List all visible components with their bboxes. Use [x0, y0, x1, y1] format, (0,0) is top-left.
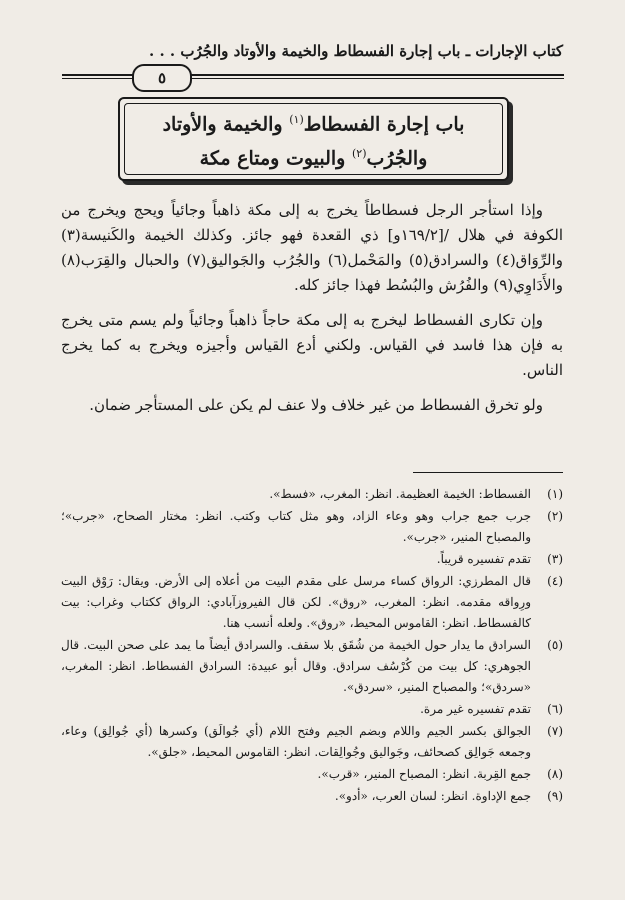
footnote-number: (٣)	[547, 552, 563, 566]
footnote	[61, 699, 563, 720]
footnote-number: (٨)	[547, 767, 563, 781]
footnote-ref: (٢)	[351, 147, 367, 160]
footnote-text: جرب جمع جراب وهو وعاء الزاد، وهو مثل كتاب وكتب. انظر: مختار الصحاح، «جرب»؛ والمصباح المنير، «جرب».	[61, 509, 531, 544]
chapter-title-box	[118, 97, 509, 181]
footnote-text: جمع الإداوة. انظر: لسان العرب، «أدو».	[334, 789, 531, 803]
footnotes	[61, 484, 563, 808]
footnote-text: السرادق ما يدار حول الخيمة من شُقَق بلا سقف. والسرادق أيضاً ما يمد على صحن البيت. قال الجوهري: كل بيت من كُرْسُف سرادق. وقال أبو عبيدة: السرادق الفسطاط. انظر: المغرب، «سردق»؛ والمصباح المنير، «سردق».	[61, 638, 531, 694]
footnote-text: الفسطاط: الخيمة العظيمة. انظر: المغرب، «فسط».	[269, 487, 531, 501]
page-number: ٥	[132, 64, 192, 92]
footnote-text: جمع القِربة. انظر: المصباح المنير، «قرب».	[317, 767, 531, 781]
footnote	[61, 484, 563, 505]
footnote-separator	[413, 472, 563, 473]
footnote-text: تقدم تفسيره غير مرة.	[420, 702, 531, 716]
chapter-title-line-1	[163, 105, 465, 139]
chapter-title-line-2	[200, 139, 428, 173]
footnote-ref: (١)	[289, 112, 304, 126]
paragraph-2: وإن تكارى الفسطاط ليخرج به إلى مكة حاجاً ذاهباً وجائياً ولم يسم متى يخرج به فإن هذا فاسد في القياس. ولكني أدع القياس وأجيزه ويخرج به كما يخرج الناس.	[61, 311, 563, 379]
footnote-number: (٧)	[547, 724, 563, 738]
footnote-number: (٩)	[547, 789, 563, 803]
body-text	[61, 198, 563, 428]
chapter-title-frame	[124, 103, 503, 175]
footnote	[61, 635, 563, 698]
footnote	[61, 571, 563, 634]
footnote-number: (٥)	[547, 638, 563, 652]
footnote-number: (٦)	[547, 702, 563, 716]
footnote-text: تقدم تفسيره قريباً.	[436, 552, 531, 566]
footnote-number: (٢)	[547, 509, 563, 523]
chapter-title-part: والجُرُب	[366, 147, 428, 170]
footnote-text: قال المطرزي: الرواق كساء مرسل على مقدم البيت من أعلاه إلى الأرض. ويقال: رَوْق البيت ورِواقه مقدمه. انظر: المغرب، «روق». لكن قال الفيروزآبادي: الرواق ككتاب وغراب: بيت كالفسطاط. انظر: القاموس المحيط، «روق». ولعله أنسب هنا.	[61, 574, 531, 630]
chapter-title-part: باب إجارة الفسطاط	[303, 113, 465, 135]
footnote	[61, 764, 563, 785]
footnote	[61, 549, 563, 570]
footnote	[61, 721, 563, 763]
running-header: كتاب الإجارات ـ باب إجارة الفسطاط والخيمة والأوتاد والجُرُب . . .	[149, 42, 563, 60]
footnote-number: (٤)	[547, 574, 563, 588]
footnote-number: (١)	[547, 487, 563, 501]
chapter-title-part: والخيمة والأوتاد	[162, 113, 290, 135]
header-rule-group	[62, 64, 564, 90]
footnote	[61, 506, 563, 548]
paragraph-1: وإذا استأجر الرجل فسطاطاً يخرج به إلى مكة ذاهباً وجائياً ويحج ويخرج من الكوفة في هلال /[١٦٩/٢و] ذي القعدة فهو جائز. وكذلك الخيمة والكَنيسة(٣) والرِّوَاق(٤) والسرادق(٥) والمَحْمل(٦) والجُرُب والجَواليق(٧) والحبال والقِرَب(٨) والأَدَاوِي(٩) والفُرُش والبُسُط فهذا جائز كله.	[61, 201, 564, 294]
footnote-text: الجوالق بكسر الجيم واللام وبضم الجيم وفتح اللام (أي جُوالَق) وكسرها (أي جُوالِق) وعاء، وجمعه جَوالِق كصحائف، وجَواليق وجُوالِقات. انظر: القاموس المحيط، «جلق».	[61, 724, 531, 759]
footnote	[61, 786, 563, 807]
paragraph-3: ولو تخرق الفسطاط من غير خلاف ولا عنف لم يكن على المستأجر ضمان.	[89, 396, 543, 414]
chapter-title-part: والبيوت ومتاع مكة	[199, 147, 352, 170]
